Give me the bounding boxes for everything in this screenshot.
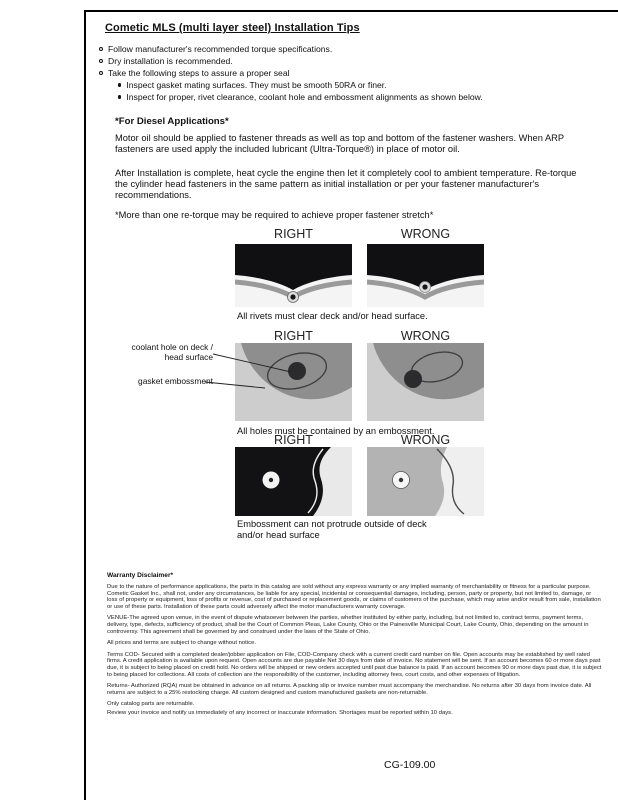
- fig2-wrong-image: [367, 343, 484, 421]
- tip-text: Take the following steps to assure a proper seal: [108, 68, 290, 78]
- warranty-paragraph: Due to the nature of performance applications, the parts in this catalog are sold without any express warranty or any implied warranty of merchantability or fitness for a particular purpose. Cometic Gasket Inc., shall not, under any circumstances, be liable for any special, incidental or consequential damages, including, person, party or property, but not limited to, damage, or loss of property or equipment, loss of profits or revenue, cost of purchased or replacement goods, or claims of customers of the purchase, which may arise and/or result from sale, installation or use of these parts. Installation of these parts could adversely affect the motor manufacturers warranty coverage.: [107, 584, 601, 610]
- tip-text: Inspect gasket mating surfaces. They must be smooth 50RA or finer.: [126, 80, 387, 90]
- fig3-right-label: RIGHT: [274, 433, 313, 447]
- list-item: [99, 55, 483, 67]
- dot-bullet-icon: [118, 95, 121, 98]
- circle-bullet-icon: [99, 71, 103, 75]
- fig2-right-label: RIGHT: [274, 329, 313, 343]
- fig3-wrong-label: WRONG: [400, 433, 451, 447]
- retorque-note: *More than one re-torque may be required to achieve proper fastener stretch*: [115, 210, 434, 220]
- list-item: [99, 43, 483, 55]
- installation-tips-list: [99, 43, 483, 103]
- gasket-embossment-pointer-label: gasket embossment: [138, 376, 213, 386]
- tip-text: Follow manufacturer's recommended torque specifications.: [108, 44, 333, 54]
- warranty-heading: Warranty Disclaimer*: [107, 572, 174, 579]
- pointer-lines: [203, 340, 313, 400]
- fig3-caption: Embossment can not protrude outside of deck and/or head surface: [237, 519, 427, 540]
- page-code: CG-109.00: [384, 759, 436, 771]
- diesel-paragraph-2: After Installation is complete, heat cycle the engine then let it completely cool to ambient temperature. Re-torque the cylinder head fasteners in the same pattern as initial installation or per your fastener manufacturer's recommendations.: [115, 168, 577, 201]
- dot-bullet-icon: [118, 83, 121, 86]
- warranty-section: [107, 572, 602, 722]
- fig1-caption: All rivets must clear deck and/or head surface.: [237, 311, 428, 321]
- tip-text: Inspect for proper, rivet clearance, coolant hole and embossment alignments as shown below.: [126, 92, 483, 102]
- warranty-paragraph: Only catalog parts are returnable.: [107, 701, 195, 708]
- diesel-paragraph-1: Motor oil should be applied to fastener threads as well as top and bottom of the fastener washers. When ARP fasteners are used apply the included lubricant (Ultra-Torque®) in place of motor oil.: [115, 133, 564, 155]
- list-item: [99, 67, 483, 79]
- fig1-right-label: RIGHT: [274, 227, 313, 241]
- fig2-caption: All holes must be contained by an embossment.: [237, 426, 435, 436]
- circle-bullet-icon: [99, 59, 103, 63]
- fig3-wrong-image: [367, 447, 484, 516]
- warranty-paragraph: Returns- Authorized (RQA) must be obtained in advance on all returns. A packing slip or invoice number must accompany the merchandise. No returns after 30 days from invoice date. All returns are subject to a 25% restocking charge. All custom designed and custom manufactured gaskets are non-returnable.: [107, 683, 592, 696]
- fig2-wrong-label: WRONG: [400, 329, 451, 343]
- diesel-applications-heading: *For Diesel Applications*: [115, 116, 229, 127]
- fig1-right-image: [235, 244, 352, 307]
- warranty-paragraph: Review your invoice and notify us immediately of any incorrect or inaccurate information. Shortages must be reported within 10 days.: [107, 709, 453, 716]
- fig3-right-image: [235, 447, 352, 516]
- warranty-paragraph: Terms COD- Secured with a completed dealer/jobber application on File, COD-Company check with a current credit card number on file. Open accounts may be established by well rated firms. A credit application is available upon request. Open accounts are due payable Net 30 days from date of invoice. No statement will be sent. If an account becomes 60 or more days past due, it is subject to being placed on credit hold. No orders will be shipped or new orders accepted until past due balance is paid. If an account becomes 90 or more days past due, it is subject to being placed for collections. All costs of collection are the responsibility of the customer, including attorney fees, court costs, and other expenses of litigation.: [107, 651, 602, 678]
- page-title: Cometic MLS (multi layer steel) Installation Tips: [105, 22, 360, 34]
- coolant-hole-pointer-label: coolant hole on deck / head surface: [131, 342, 213, 362]
- fig1-wrong-label: WRONG: [400, 227, 451, 241]
- circle-bullet-icon: [99, 47, 103, 51]
- warranty-paragraph: VENUE-The agreed upon venue, in the event of dispute whatsoever between the parties, whether instituted by either party, including, but not limited to, contract terms, payment terms, delivery, type, defects, sufficiency of product, shall be the Court of Common Pleas, Lake County, Ohio or the Painesville Municipal Court, Lake County, Ohio, depending on the amount in controversy. This agreement shall be governed by and construed under the laws of the State of Ohio.: [107, 615, 589, 635]
- warranty-paragraph: All prices and terms are subject to change without notice.: [107, 640, 256, 647]
- tip-text: Dry installation is recommended.: [108, 56, 233, 66]
- list-item: [118, 79, 483, 91]
- list-item: [118, 91, 483, 103]
- fig1-wrong-image: [367, 244, 484, 307]
